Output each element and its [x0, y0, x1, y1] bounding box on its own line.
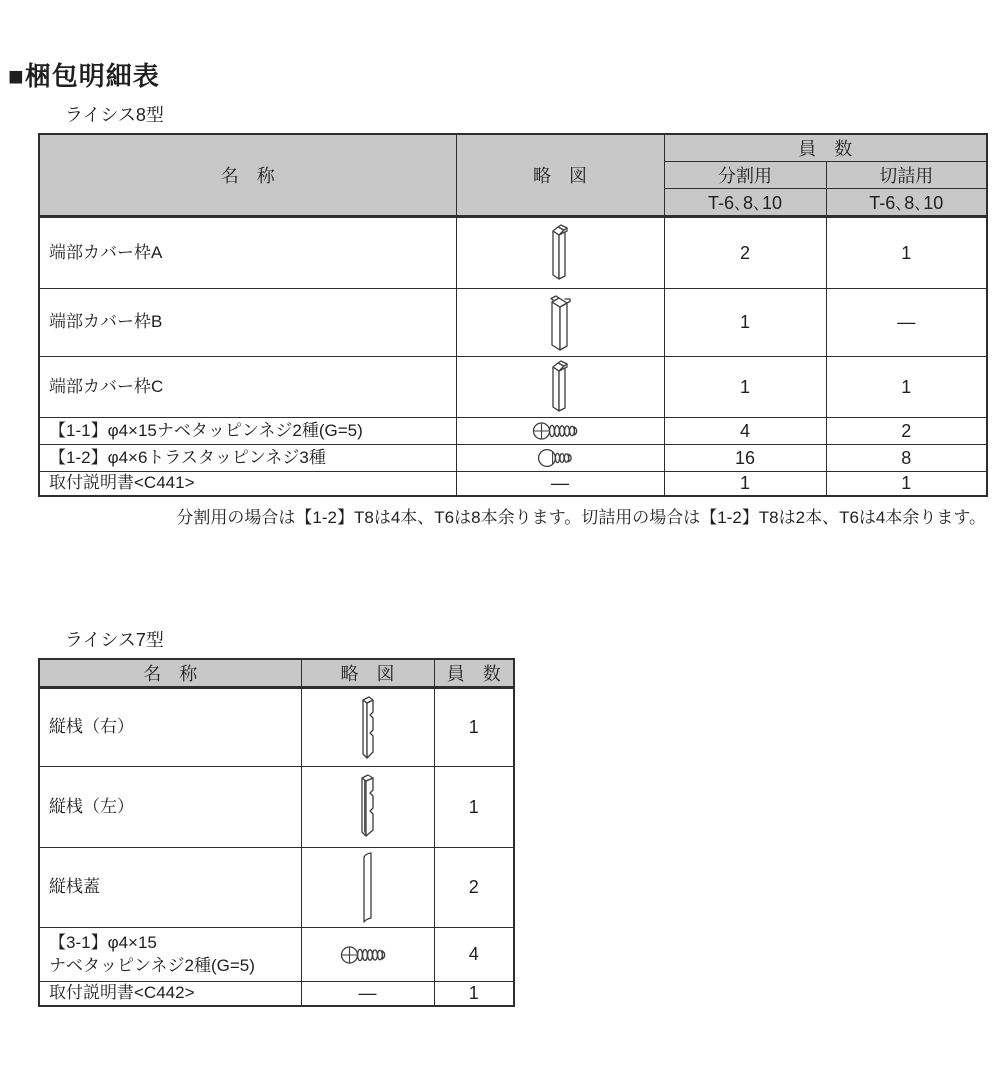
- end-cover-frame-b-icon: [540, 292, 580, 354]
- item-name-cell: 取付説明書<C442>: [39, 982, 301, 1006]
- table7-label: ライシス7型: [65, 630, 164, 650]
- table7-header-sketch: 略 図: [301, 659, 434, 688]
- item-name-line2: ナベタッピンネジ2種(G=5): [49, 955, 255, 975]
- table-row: [39, 982, 514, 1006]
- table-row: [39, 472, 987, 496]
- qty-cut-cell: 2: [826, 418, 987, 445]
- table8-header-cut-model: T-6､8､10: [826, 189, 987, 217]
- table8-header-division-model: T-6､8､10: [664, 189, 826, 217]
- table-row: [39, 357, 987, 418]
- table-row: [39, 848, 514, 928]
- table8-header-sketch: 略 図: [456, 134, 664, 217]
- table-row: [39, 418, 987, 445]
- item-name-cell: 【1-1】φ4×15ナベタッピンネジ2種(G=5): [39, 418, 456, 445]
- table7-section: [38, 626, 513, 1007]
- sketch-cell: [456, 445, 664, 472]
- table8-header-division: 分割用: [664, 162, 826, 189]
- sketch-cell: [456, 289, 664, 357]
- table8-remainder-note: 分割用の場合は【1-2】T8は4本、T6は8本余ります。切詰用の場合は【1-2】T8は2本、T6は4本余ります。: [176, 507, 986, 527]
- vertical-rail-right-icon: [352, 692, 384, 764]
- sketch-cell: [301, 848, 434, 928]
- item-name-line1: 【3-1】φ4×15: [49, 932, 157, 952]
- table7: [38, 658, 515, 1007]
- sketch-cell: —: [301, 982, 434, 1006]
- item-name-cell: 端部カバー枠B: [39, 289, 456, 357]
- pan-head-screw-icon: [531, 420, 589, 442]
- sketch-cell: [456, 217, 664, 289]
- qty-division-cell: 16: [664, 445, 826, 472]
- qty-cut-cell: 1: [826, 472, 987, 496]
- qty-cell: 1: [434, 688, 514, 767]
- vertical-rail-cap-icon: [356, 850, 380, 926]
- table-row: [39, 217, 987, 289]
- item-name-cell: 縦桟（左）: [39, 767, 301, 848]
- sketch-cell: [456, 357, 664, 418]
- sketch-cell: —: [456, 472, 664, 496]
- item-name-cell: 取付説明書<C441>: [39, 472, 456, 496]
- qty-division-cell: 1: [664, 357, 826, 418]
- item-name-cell: [39, 928, 301, 982]
- table8-section: [38, 101, 986, 528]
- truss-head-screw-icon: [537, 447, 583, 469]
- qty-cell: 1: [434, 767, 514, 848]
- table8-header-cut: 切詰用: [826, 162, 987, 189]
- end-cover-frame-c-icon: [540, 358, 580, 416]
- table-row: [39, 289, 987, 357]
- qty-division-cell: 4: [664, 418, 826, 445]
- vertical-rail-left-icon: [352, 770, 384, 844]
- qty-division-cell: 2: [664, 217, 826, 289]
- item-name-cell: 端部カバー枠C: [39, 357, 456, 418]
- qty-cut-cell: 8: [826, 445, 987, 472]
- item-name-cell: 縦桟（右）: [39, 688, 301, 767]
- sketch-cell: [301, 767, 434, 848]
- sketch-cell: [301, 688, 434, 767]
- table8-label: ライシス8型: [65, 105, 164, 125]
- sketch-cell: [301, 928, 434, 982]
- table8: [38, 133, 988, 497]
- table-row: [39, 928, 514, 982]
- qty-division-cell: 1: [664, 289, 826, 357]
- qty-cell: 2: [434, 848, 514, 928]
- qty-cut-cell: —: [826, 289, 987, 357]
- item-name-cell: 縦桟蓋: [39, 848, 301, 928]
- table-row: [39, 445, 987, 472]
- qty-cell: 1: [434, 982, 514, 1006]
- table7-header-qty: 員 数: [434, 659, 514, 688]
- qty-cell: 4: [434, 928, 514, 982]
- sketch-cell: [456, 418, 664, 445]
- table7-header-name: 名 称: [39, 659, 301, 688]
- table8-header-qty: 員 数: [664, 134, 987, 162]
- table8-header-name: 名 称: [39, 134, 456, 217]
- qty-cut-cell: 1: [826, 357, 987, 418]
- item-name-cell: 【1-2】φ4×6トラスタッピンネジ3種: [39, 445, 456, 472]
- pan-head-screw-icon: [339, 944, 397, 966]
- qty-cut-cell: 1: [826, 217, 987, 289]
- item-name-cell: 端部カバー枠A: [39, 217, 456, 289]
- end-cover-frame-a-icon: [540, 222, 580, 284]
- qty-division-cell: 1: [664, 472, 826, 496]
- table-row: [39, 767, 514, 848]
- table-row: [39, 688, 514, 767]
- page-title: ■梱包明細表: [8, 61, 160, 91]
